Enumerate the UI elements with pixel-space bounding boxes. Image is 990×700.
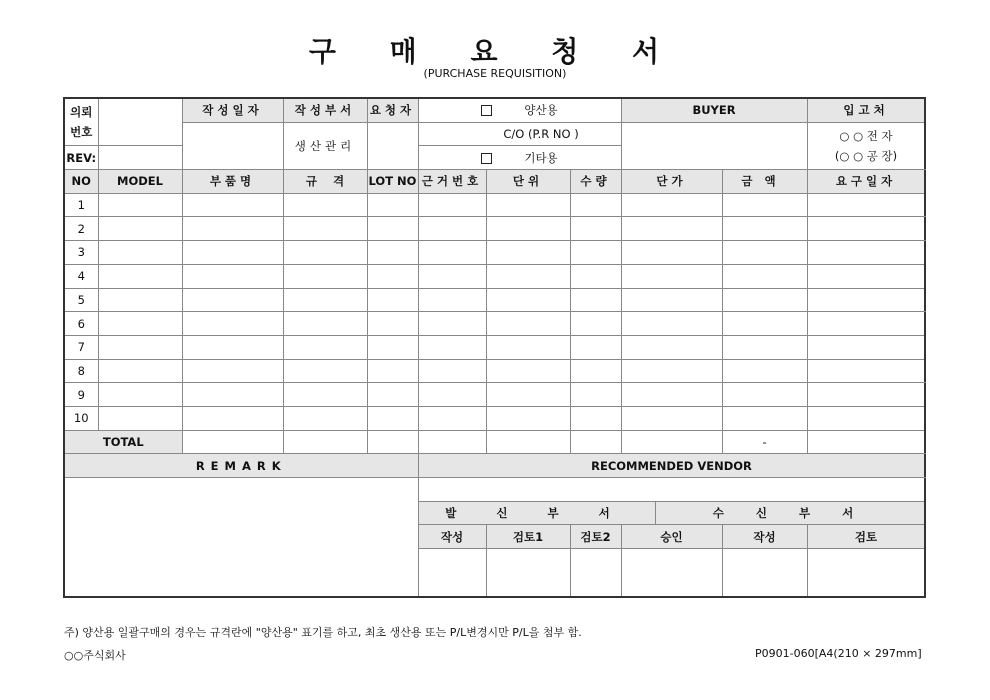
cell[interactable] bbox=[722, 335, 807, 359]
cell[interactable] bbox=[367, 193, 418, 217]
col-unit-price: 단가 bbox=[621, 170, 722, 194]
requester-field[interactable] bbox=[367, 122, 418, 169]
cell[interactable] bbox=[722, 193, 807, 217]
cell[interactable] bbox=[486, 406, 570, 430]
cell[interactable] bbox=[98, 359, 182, 383]
request-no-field[interactable] bbox=[98, 98, 182, 146]
cell[interactable] bbox=[722, 288, 807, 312]
col-amount: 금액 bbox=[722, 170, 807, 194]
col-part-name: 부품명 bbox=[182, 170, 283, 194]
cell[interactable] bbox=[486, 288, 570, 312]
checkbox-icon[interactable] bbox=[481, 105, 492, 116]
option-change-order[interactable]: C/O (P.R NO ) bbox=[418, 122, 621, 146]
recv-role-review: 검토 bbox=[807, 525, 925, 549]
row-number: 7 bbox=[64, 335, 98, 359]
cell[interactable] bbox=[182, 335, 283, 359]
cell[interactable] bbox=[807, 335, 925, 359]
cell[interactable] bbox=[621, 406, 722, 430]
table-row bbox=[64, 241, 925, 265]
cell[interactable] bbox=[807, 264, 925, 288]
cell[interactable] bbox=[807, 288, 925, 312]
cell[interactable] bbox=[283, 383, 367, 407]
cell[interactable] bbox=[486, 335, 570, 359]
table-row bbox=[64, 335, 925, 359]
table-row bbox=[64, 406, 925, 430]
cell[interactable] bbox=[418, 359, 486, 383]
row-number: 6 bbox=[64, 312, 98, 336]
recv-dept-label: 수 신 부 서 bbox=[655, 501, 925, 525]
cell[interactable] bbox=[486, 359, 570, 383]
cell[interactable] bbox=[283, 312, 367, 336]
row-number: 4 bbox=[64, 264, 98, 288]
option-other[interactable]: 기타용 bbox=[418, 146, 621, 170]
cell[interactable] bbox=[367, 241, 418, 265]
cell[interactable] bbox=[283, 193, 367, 217]
table-row bbox=[64, 359, 925, 383]
sign-box[interactable] bbox=[722, 549, 807, 597]
cell[interactable] bbox=[367, 359, 418, 383]
cell[interactable] bbox=[570, 430, 621, 454]
remark-field[interactable] bbox=[64, 478, 418, 597]
cell[interactable] bbox=[418, 406, 486, 430]
cell[interactable] bbox=[182, 193, 283, 217]
cell[interactable] bbox=[367, 217, 418, 241]
cell[interactable] bbox=[367, 312, 418, 336]
cell[interactable] bbox=[722, 217, 807, 241]
cell[interactable] bbox=[722, 312, 807, 336]
col-basis-no: 근거번호 bbox=[418, 170, 486, 194]
form-subtitle: (PURCHASE REQUISITION) bbox=[423, 67, 567, 80]
cell[interactable] bbox=[418, 383, 486, 407]
col-no: NO bbox=[64, 170, 98, 194]
cell[interactable] bbox=[807, 359, 925, 383]
cell[interactable] bbox=[807, 312, 925, 336]
cell[interactable] bbox=[621, 430, 722, 454]
buyer-label: BUYER bbox=[621, 98, 807, 122]
dept-label: 작성부서 bbox=[283, 98, 367, 122]
option-mass-production[interactable]: 양산용 bbox=[418, 98, 621, 122]
sign-box[interactable] bbox=[418, 549, 486, 597]
row-number: 2 bbox=[64, 217, 98, 241]
cell[interactable] bbox=[807, 406, 925, 430]
cell[interactable] bbox=[283, 217, 367, 241]
company-name: ○○주식회사 bbox=[64, 649, 126, 662]
cell[interactable] bbox=[570, 288, 621, 312]
sign-box[interactable] bbox=[621, 549, 722, 597]
recv-role-write: 작성 bbox=[722, 525, 807, 549]
cell[interactable] bbox=[486, 193, 570, 217]
buyer-field[interactable] bbox=[621, 122, 807, 169]
footnote: 주) 양산용 일괄구매의 경우는 규격란에 "양산용" 표기를 하고, 최초 생산용 또는 P/L변경시만 P/L을 첨부 함. bbox=[64, 626, 582, 639]
cell[interactable] bbox=[182, 241, 283, 265]
col-lot-no: LOT NO bbox=[367, 170, 418, 194]
table-row bbox=[64, 383, 925, 407]
cell[interactable] bbox=[283, 406, 367, 430]
col-spec: 규 격 bbox=[283, 170, 367, 194]
cell[interactable] bbox=[367, 288, 418, 312]
vendor-label: RECOMMENDED VENDOR bbox=[418, 454, 925, 478]
rev-label: REV: bbox=[64, 146, 98, 170]
send-role-approve: 승인 bbox=[621, 525, 722, 549]
total-label: TOTAL bbox=[64, 430, 182, 454]
cell[interactable] bbox=[418, 217, 486, 241]
row-number: 1 bbox=[64, 193, 98, 217]
cell[interactable] bbox=[486, 264, 570, 288]
rev-field[interactable] bbox=[98, 146, 182, 170]
cell[interactable] bbox=[621, 217, 722, 241]
cell[interactable] bbox=[486, 312, 570, 336]
cell[interactable] bbox=[807, 430, 925, 454]
cell[interactable] bbox=[367, 383, 418, 407]
requisition-table bbox=[63, 97, 926, 598]
cell[interactable] bbox=[418, 193, 486, 217]
cell[interactable] bbox=[570, 335, 621, 359]
cell[interactable] bbox=[807, 217, 925, 241]
cell[interactable] bbox=[283, 335, 367, 359]
table-row bbox=[64, 217, 925, 241]
column-header-row bbox=[64, 170, 925, 194]
cell[interactable] bbox=[367, 335, 418, 359]
date-label: 작성일자 bbox=[182, 98, 283, 122]
col-model: MODEL bbox=[98, 170, 182, 194]
cell[interactable] bbox=[367, 406, 418, 430]
form-code: P0901-060[A4(210 × 297mm] bbox=[755, 647, 922, 660]
row-number: 3 bbox=[64, 241, 98, 265]
sign-box[interactable] bbox=[570, 549, 621, 597]
sign-box[interactable] bbox=[486, 549, 570, 597]
cell[interactable] bbox=[182, 217, 283, 241]
cell[interactable] bbox=[722, 359, 807, 383]
cell[interactable] bbox=[722, 383, 807, 407]
cell[interactable] bbox=[367, 264, 418, 288]
cell[interactable] bbox=[182, 430, 283, 454]
total-row bbox=[64, 430, 925, 454]
cell[interactable] bbox=[486, 430, 570, 454]
row-number: 8 bbox=[64, 359, 98, 383]
send-role-review2: 검토2 bbox=[570, 525, 621, 549]
cell[interactable] bbox=[621, 312, 722, 336]
cell[interactable] bbox=[807, 193, 925, 217]
row-number: 10 bbox=[64, 406, 98, 430]
table-row bbox=[64, 264, 925, 288]
cell[interactable] bbox=[367, 430, 418, 454]
receiver-value[interactable]: ○ ○ 전 자 (○ ○ 공 장) bbox=[807, 122, 925, 169]
cell[interactable] bbox=[570, 406, 621, 430]
cell[interactable] bbox=[807, 241, 925, 265]
cell[interactable] bbox=[621, 359, 722, 383]
request-no-label: 의뢰 번호 bbox=[64, 98, 98, 146]
date-field[interactable] bbox=[182, 122, 283, 169]
cell[interactable] bbox=[807, 383, 925, 407]
cell[interactable] bbox=[570, 193, 621, 217]
cell[interactable] bbox=[98, 406, 182, 430]
form-title: 구 매 요 청 서 bbox=[308, 35, 682, 68]
cell[interactable] bbox=[182, 383, 283, 407]
cell[interactable] bbox=[182, 264, 283, 288]
vendor-field[interactable] bbox=[418, 478, 925, 502]
col-required-date: 요구일자 bbox=[807, 170, 925, 194]
cell[interactable] bbox=[182, 312, 283, 336]
cell[interactable] bbox=[98, 264, 182, 288]
cell[interactable] bbox=[621, 241, 722, 265]
cell[interactable] bbox=[722, 264, 807, 288]
send-dept-label: 발 신 부 서 bbox=[418, 501, 655, 525]
table-row bbox=[64, 312, 925, 336]
cell[interactable] bbox=[621, 193, 722, 217]
cell[interactable] bbox=[98, 335, 182, 359]
cell[interactable] bbox=[570, 359, 621, 383]
cell[interactable] bbox=[486, 217, 570, 241]
dept-value[interactable]: 생산관리 bbox=[283, 122, 367, 169]
cell[interactable] bbox=[570, 217, 621, 241]
checkbox-icon[interactable] bbox=[481, 153, 492, 164]
cell[interactable] bbox=[98, 193, 182, 217]
cell[interactable] bbox=[418, 335, 486, 359]
cell[interactable] bbox=[570, 264, 621, 288]
cell[interactable] bbox=[182, 406, 283, 430]
col-unit: 단위 bbox=[486, 170, 570, 194]
cell[interactable] bbox=[182, 288, 283, 312]
row-number: 5 bbox=[64, 288, 98, 312]
total-amount[interactable]: - bbox=[722, 430, 807, 454]
cell[interactable] bbox=[570, 241, 621, 265]
cell[interactable] bbox=[418, 430, 486, 454]
receiver-label: 입고처 bbox=[807, 98, 925, 122]
cell[interactable] bbox=[722, 241, 807, 265]
cell[interactable] bbox=[283, 430, 367, 454]
cell[interactable] bbox=[418, 288, 486, 312]
cell[interactable] bbox=[283, 241, 367, 265]
row-number: 9 bbox=[64, 383, 98, 407]
requester-label: 요청자 bbox=[367, 98, 418, 122]
col-qty: 수량 bbox=[570, 170, 621, 194]
table-row bbox=[64, 193, 925, 217]
cell[interactable] bbox=[418, 312, 486, 336]
cell[interactable] bbox=[570, 383, 621, 407]
cell[interactable] bbox=[621, 288, 722, 312]
cell[interactable] bbox=[182, 359, 283, 383]
cell[interactable] bbox=[621, 383, 722, 407]
cell[interactable] bbox=[570, 312, 621, 336]
cell[interactable] bbox=[486, 383, 570, 407]
cell[interactable] bbox=[98, 383, 182, 407]
cell[interactable] bbox=[283, 359, 367, 383]
cell[interactable] bbox=[418, 264, 486, 288]
cell[interactable] bbox=[283, 264, 367, 288]
remark-label: REMARK bbox=[64, 454, 418, 478]
cell[interactable] bbox=[98, 312, 182, 336]
send-role-write: 작성 bbox=[418, 525, 486, 549]
cell[interactable] bbox=[621, 335, 722, 359]
cell[interactable] bbox=[98, 217, 182, 241]
table-row bbox=[64, 288, 925, 312]
cell[interactable] bbox=[418, 241, 486, 265]
cell[interactable] bbox=[98, 288, 182, 312]
sign-box[interactable] bbox=[807, 549, 925, 597]
cell[interactable] bbox=[283, 288, 367, 312]
cell[interactable] bbox=[486, 241, 570, 265]
cell[interactable] bbox=[621, 264, 722, 288]
cell[interactable] bbox=[98, 241, 182, 265]
send-role-review1: 검토1 bbox=[486, 525, 570, 549]
cell[interactable] bbox=[722, 406, 807, 430]
